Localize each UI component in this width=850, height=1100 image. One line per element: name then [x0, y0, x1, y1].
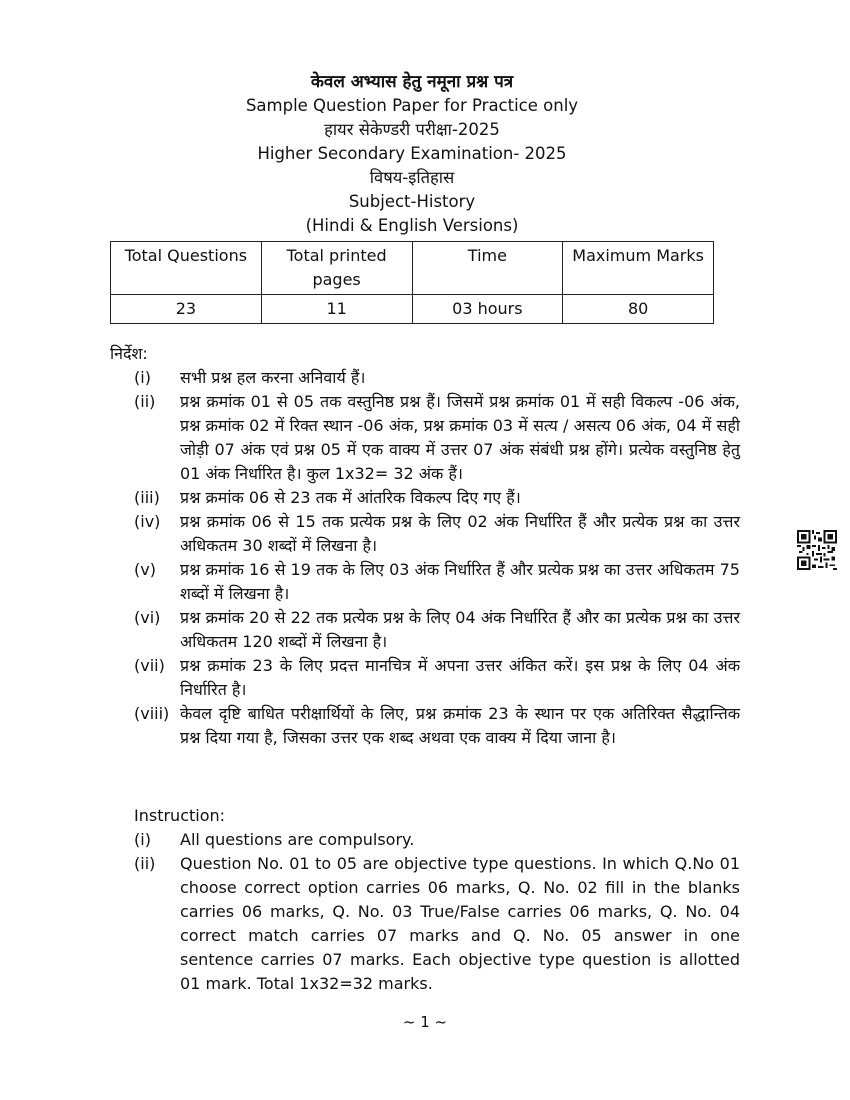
item-number: (v): [134, 560, 156, 579]
title-english: Sample Question Paper for Practice only: [245, 96, 579, 115]
item-number: (iii): [134, 488, 160, 507]
item-number: (viii): [134, 704, 170, 723]
header-maximum-marks: Maximum Marks: [563, 242, 714, 295]
exam-english: Higher Secondary Examination- 2025: [257, 144, 567, 163]
value-maximum-marks: 80: [563, 295, 714, 324]
item-number: (i): [134, 368, 151, 387]
item-text: प्रश्न क्रमांक 20 से 22 तक प्रत्येक प्रश्न के लिए 04 अंक निर्धारित हैं और का प्रत्येक प्रश्न का उत्तर अधिकतम 120 शब्दों में लिखना है।: [180, 608, 740, 651]
item-text: प्रश्न क्रमांक 23 के लिए प्रदत्त मानचित्र में अपना उत्तर अंकित करें। इस प्रश्न के लिए 04 अंक निर्धारित है।: [180, 656, 740, 699]
item-text: प्रश्न क्रमांक 01 से 05 तक वस्तुनिष्ठ प्रश्न हैं। जिसमें प्रश्न क्रमांक 01 में सही विकल्प -06 अंक, प्रश्न क्रमांक 02 में रिक्त स्थान -06 अंक, प्रश्न क्रमांक 03 में सत्य / असत्य 06 अंक, 04 में सही जोड़ी 07 अंक एवं प्रश्न 05 में एक वाक्य में उत्तर 07 अंक संबंधी प्रश्न होंगे। प्रत्येक वस्तुनिष्ठ हेतु 01 अंक निर्धारित है। कुल 1x32= 32 अंक हैं।: [180, 392, 740, 483]
list-item: [134, 828, 740, 852]
item-number: (vii): [134, 656, 165, 675]
table-header-row: [111, 242, 714, 295]
english-instructions-title: Instruction:: [134, 806, 226, 825]
item-number: (i): [134, 830, 151, 849]
exam-hindi: हायर सेकेण्डरी परीक्षा-2025: [324, 120, 500, 139]
page-number: ~ 1 ~: [402, 1013, 448, 1031]
hindi-instructions-title: निर्देश:: [110, 344, 148, 363]
list-item: [110, 510, 740, 558]
subject-hindi: विषय-इतिहास: [369, 168, 455, 187]
exam-info-table: [110, 241, 714, 324]
item-text: केवल दृष्टि बाधित परीक्षार्थियों के लिए, प्रश्न क्रमांक 23 के स्थान पर एक अतिरिक्त सैद्धान्तिक प्रश्न दिया गया है, जिसका उत्तर एक शब्द अथवा एक वाक्य में दिया जाना है।: [180, 704, 740, 747]
item-text: प्रश्न क्रमांक 16 से 19 तक के लिए 03 अंक निर्धारित हैं और प्रत्येक प्रश्न का उत्तर अधिकतम 75 शब्दों में लिखना है।: [180, 560, 740, 603]
english-instructions: [134, 804, 740, 996]
item-text: Question No. 01 to 05 are objective type questions. In which Q.No 01 choose correct option carries 06 marks, Q. No. 02 fill in the blanks carries 06 marks, Q. No. 03 True/False carries 06 marks, Q. No. 04 correct match carries 07 marks and Q. No. 05 answer in one sentence carries 07 marks. Each objective type question is allotted 01 mark. Total 1x32=32 marks.: [180, 854, 740, 993]
table-row: [111, 295, 714, 324]
hindi-instructions: [110, 342, 740, 750]
item-number: (ii): [134, 854, 156, 873]
list-item: [110, 366, 740, 390]
item-text: प्रश्न क्रमांक 06 से 23 तक में आंतरिक विकल्प दिए गए हैं।: [180, 488, 521, 507]
subject-english: Subject-History: [348, 192, 476, 211]
item-text: प्रश्न क्रमांक 06 से 15 तक प्रत्येक प्रश्न के लिए 02 अंक निर्धारित हैं और प्रत्येक प्रश्न का उत्तर अधिकतम 30 शब्दों में लिखना है।: [180, 512, 740, 555]
qr-code-icon[interactable]: [797, 530, 837, 570]
value-total-questions: 23: [111, 295, 262, 324]
item-number: (vi): [134, 608, 161, 627]
value-time: 03 hours: [412, 295, 563, 324]
value-total-pages: 11: [261, 295, 412, 324]
item-text: सभी प्रश्न हल करना अनिवार्य हैं।: [180, 368, 366, 387]
header-total-pages: Total printed pages: [261, 242, 412, 295]
paper-header: [110, 70, 714, 238]
list-item: [110, 486, 740, 510]
list-item: [110, 702, 740, 750]
list-item: [110, 606, 740, 654]
list-item: [134, 852, 740, 996]
title-hindi: केवल अभ्यास हेतु नमूना प्रश्न पत्र: [310, 72, 514, 92]
list-item: [110, 558, 740, 606]
versions-note: (Hindi & English Versions): [305, 216, 519, 235]
list-item: [110, 390, 740, 486]
item-text: All questions are compulsory.: [180, 830, 415, 849]
list-item: [110, 654, 740, 702]
header-time: Time: [412, 242, 563, 295]
item-number: (iv): [134, 512, 161, 531]
header-total-questions: Total Questions: [111, 242, 262, 295]
item-number: (ii): [134, 392, 156, 411]
